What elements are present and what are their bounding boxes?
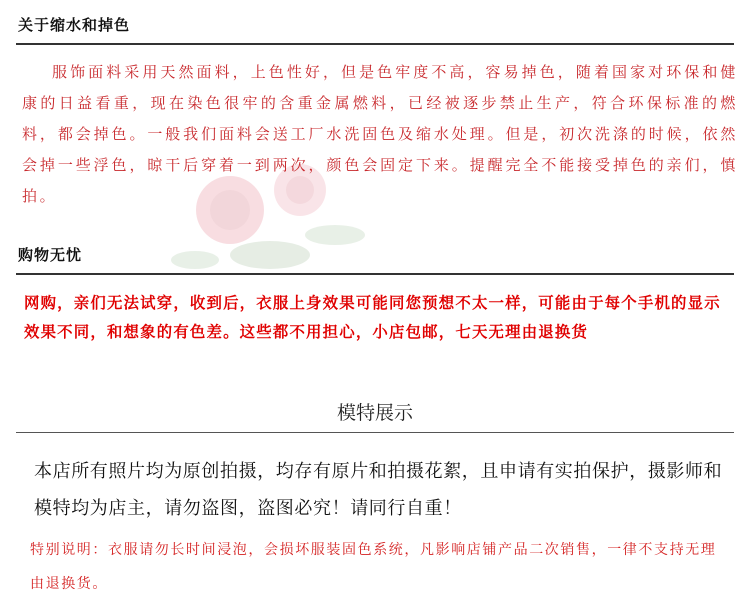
model-title-divider — [16, 432, 734, 433]
shopping-paragraph: 网购，亲们无法试穿，收到后，衣服上身效果可能同您预想不太一样，可能由于每个手机的显示效果不同，和想象的有色差。这些都不用担心，小店包邮，七天无理由退换货 — [24, 294, 721, 341]
shopping-heading-divider — [16, 273, 734, 275]
care-paragraph: 服饰面料采用天然面料，上色性好，但是色牢度不高，容易掉色，随着国家对环保和健康的日益看重，现在染色很牢的含重金属燃料，已经被逐步禁止生产，符合环保标准的燃料，都会掉色。一般我们面料会送工厂水洗固色及缩水处理。但是，初次洗涤的时候，依然会掉一些浮色，晾干后穿着一到两次，颜色会固定下来。提醒完全不能接受掉色的亲们，慎拍。 — [22, 63, 738, 205]
care-heading-divider — [16, 43, 734, 45]
photo-copyright-paragraph: 本店所有照片均为原创拍摄，均存有原片和拍摄花絮，且申请有实拍保护，摄影师和模特均为店主，请勿盗图，盗图必究！请同行自重！ — [34, 461, 723, 519]
shopping-heading: 购物无忧 — [18, 246, 83, 264]
special-note-paragraph: 特别说明：衣服请勿长时间浸泡，会损坏服装固色系统，凡影响店铺产品二次销售，一律不支持无理由退换货。 — [30, 542, 717, 592]
model-section-title: 模特展示 — [336, 402, 413, 424]
care-heading: 关于缩水和掉色 — [18, 16, 131, 34]
